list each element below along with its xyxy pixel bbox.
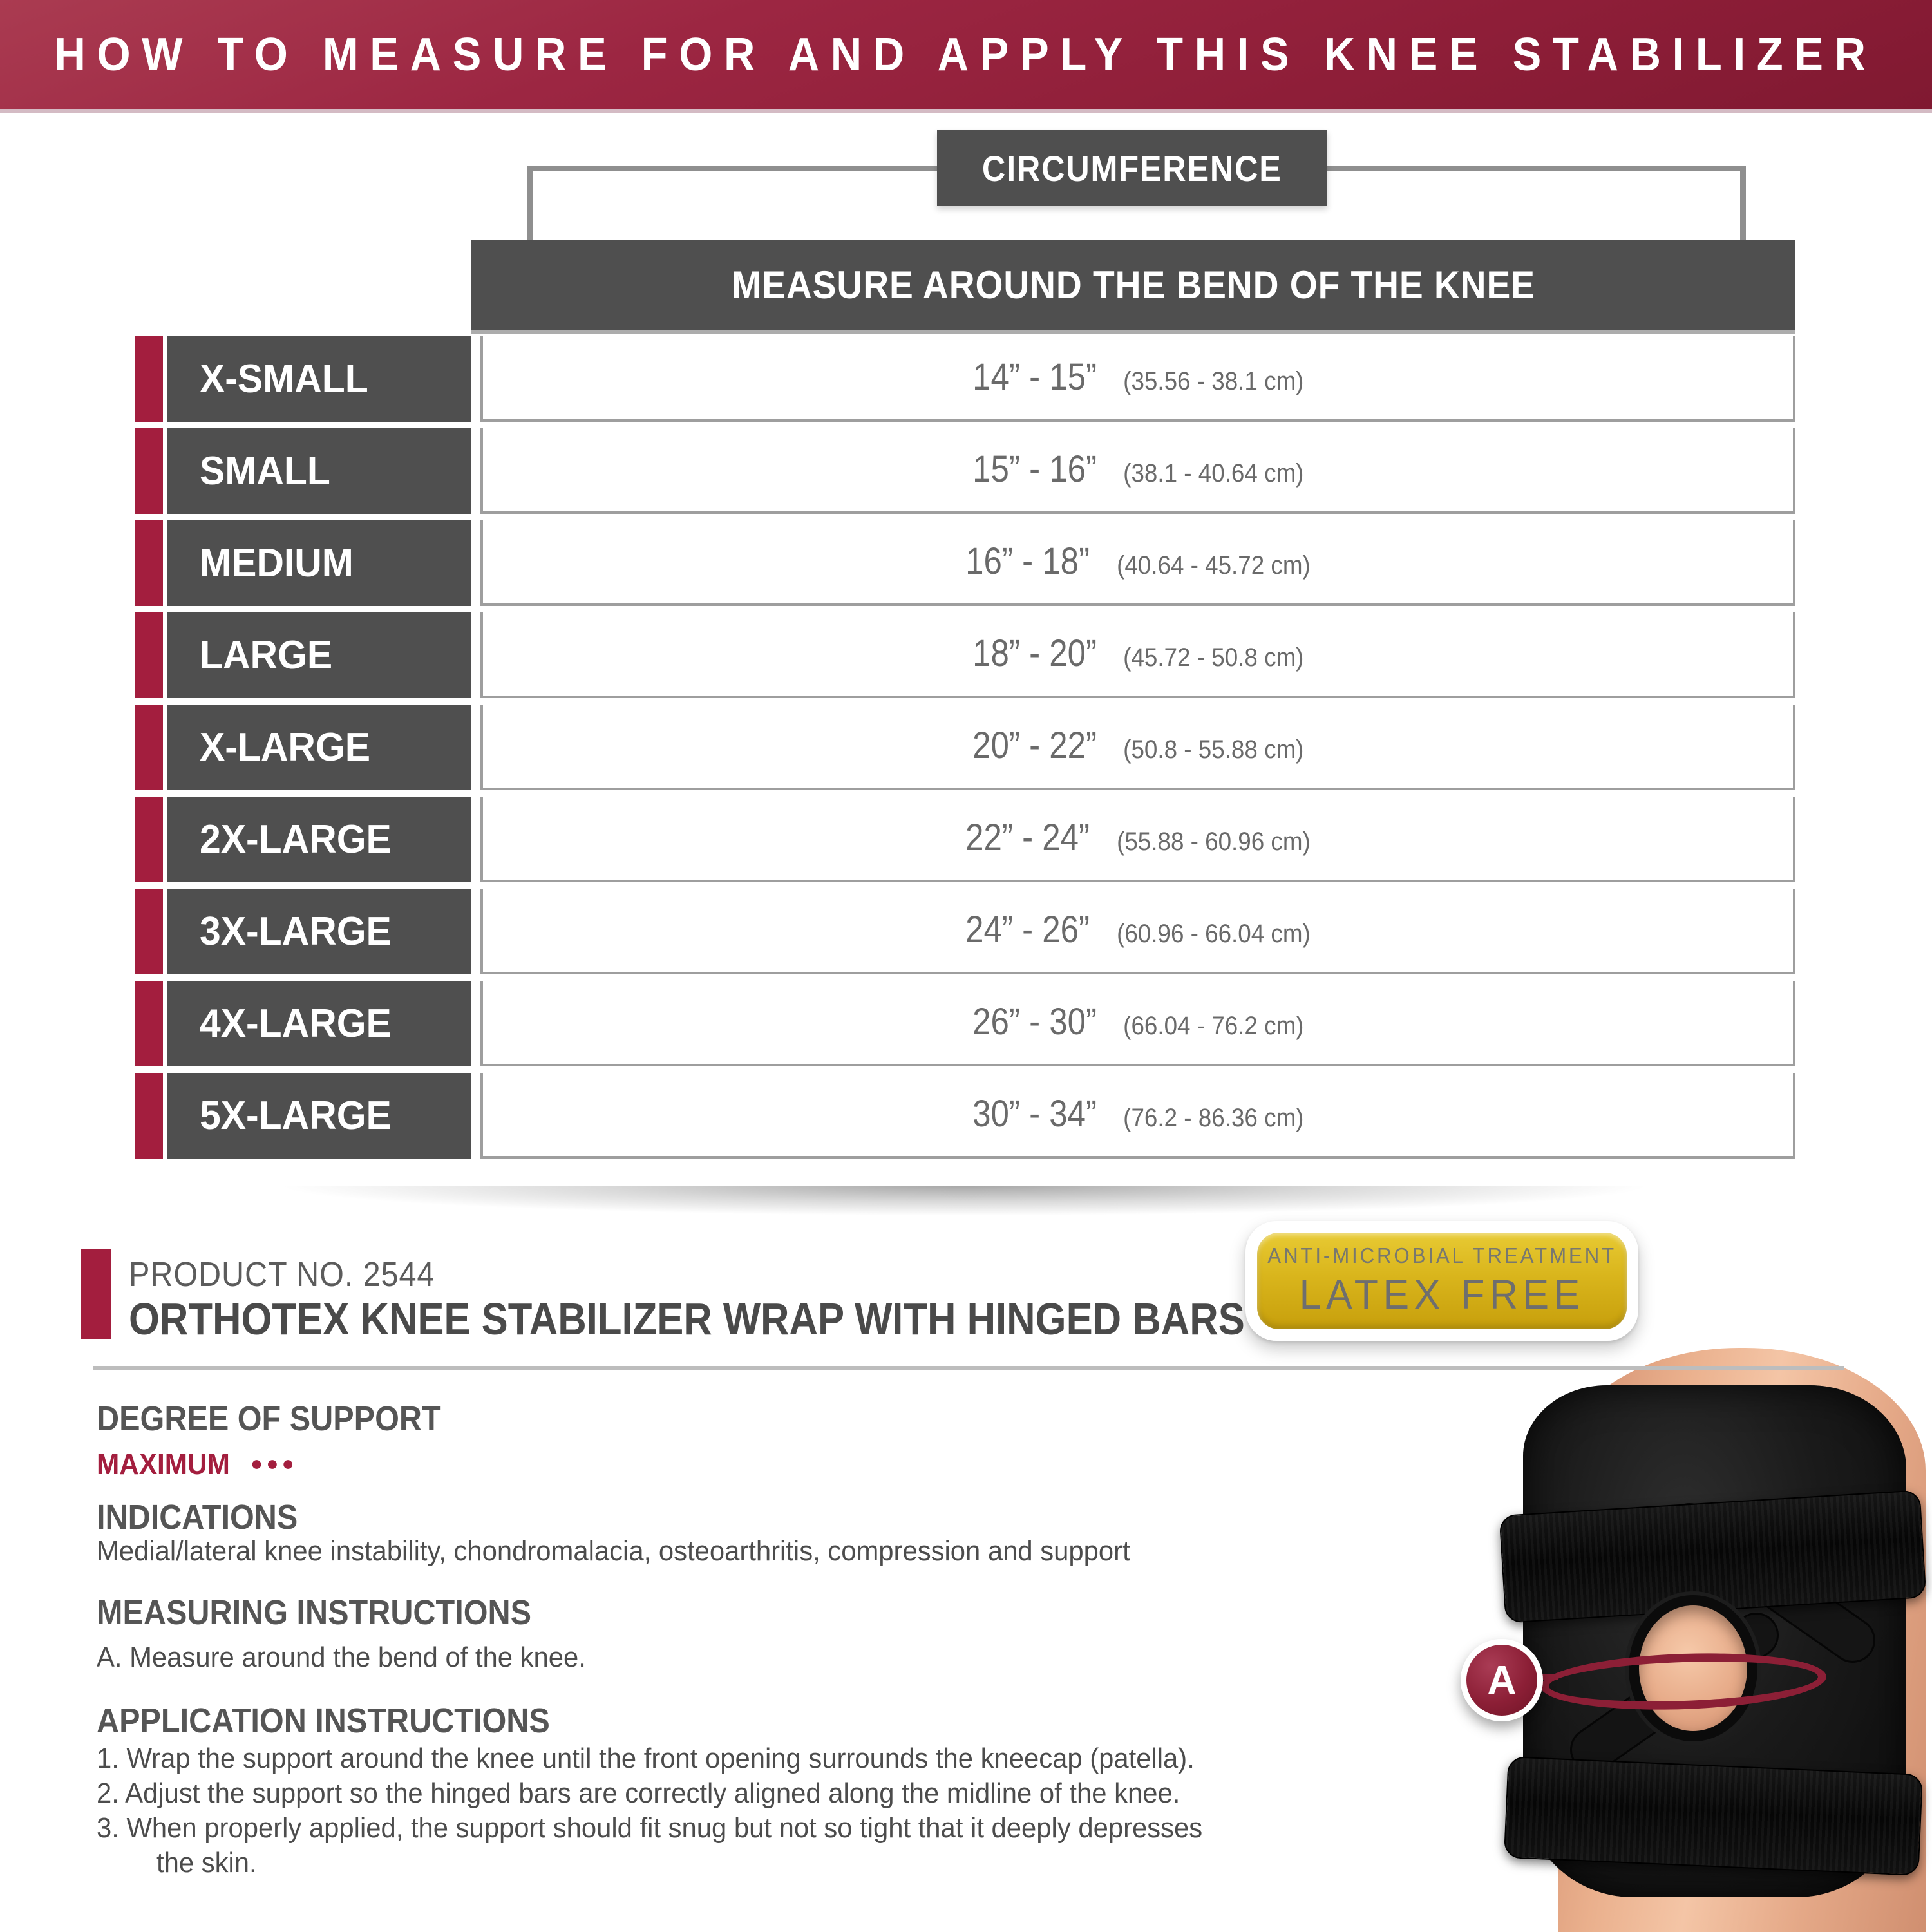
product-number: PRODUCT NO. 2544 (129, 1255, 435, 1294)
size-label-cell (167, 797, 471, 882)
size-label-cell (167, 889, 471, 974)
size-table (135, 336, 1795, 1165)
measurement-cell (480, 981, 1795, 1066)
table-row (135, 612, 1795, 698)
size-label: SMALL (200, 449, 330, 493)
measurement-cell (480, 336, 1795, 422)
measurement-cell (480, 705, 1795, 790)
table-row (135, 981, 1795, 1066)
size-label-cell (167, 520, 471, 606)
section-divider (93, 1366, 1844, 1370)
banner-title: HOW TO MEASURE FOR AND APPLY THIS KNEE STABILIZER (54, 28, 1878, 80)
application-instructions-heading: APPLICATION INSTRUCTIONS (97, 1701, 550, 1740)
row-accent-bar (135, 612, 163, 698)
cm-value: (35.56 - 38.1 cm) (1123, 367, 1304, 395)
cm-value: (60.96 - 66.04 cm) (1117, 920, 1311, 948)
row-accent-bar (135, 428, 163, 514)
inches-value: 26” - 30” (972, 1001, 1097, 1043)
support-level (97, 1446, 298, 1481)
table-row (135, 428, 1795, 514)
size-label-cell (167, 336, 471, 422)
measuring-instructions-heading: MEASURING INSTRUCTIONS (97, 1593, 532, 1632)
row-accent-bar (135, 797, 163, 882)
size-label-cell (167, 428, 471, 514)
circumference-label: CIRCUMFERENCE (982, 147, 1282, 189)
knee-brace-photo (1487, 1348, 1932, 1932)
size-label: X-SMALL (200, 357, 368, 401)
latex-free-badge (1245, 1221, 1638, 1341)
cm-value: (45.72 - 50.8 cm) (1123, 643, 1304, 672)
size-label: LARGE (200, 633, 333, 677)
application-step-2: 2. Adjust the support so the hinged bars are correctly aligned along the midline of the knee. (97, 1777, 1180, 1809)
table-row (135, 705, 1795, 790)
support-level-dots-icon: ●●● (250, 1452, 298, 1475)
measuring-step-a: A. Measure around the bend of the knee. (97, 1642, 586, 1673)
application-step-1: 1. Wrap the support around the knee until the front opening surrounds the kneecap (patella). (97, 1743, 1195, 1774)
size-label: 5X-LARGE (200, 1094, 392, 1138)
circumference-header (937, 130, 1327, 206)
size-label: MEDIUM (200, 541, 354, 585)
measurement-cell (480, 797, 1795, 882)
banner (0, 0, 1932, 113)
inches-value: 16” - 18” (965, 540, 1090, 582)
product-accent-bar (81, 1249, 111, 1339)
brace-bottom-strap (1504, 1756, 1923, 1876)
application-step-3-continued: the skin. (156, 1847, 257, 1879)
size-label-cell (167, 1073, 471, 1159)
latex-free-label: LATEX FREE (1299, 1271, 1585, 1318)
indications-text: Medial/lateral knee instability, chondromalacia, osteoarthritis, compression and support (97, 1535, 1130, 1567)
size-label-cell (167, 705, 471, 790)
application-step-3: 3. When properly applied, the support should fit snug but not so tight that it deeply depresses (97, 1812, 1203, 1844)
table-row (135, 797, 1795, 882)
indications-heading: INDICATIONS (97, 1498, 298, 1537)
measurement-cell (480, 520, 1795, 606)
bracket-right-line (1740, 166, 1746, 242)
measure-point-a-marker (1461, 1639, 1543, 1721)
table-row (135, 520, 1795, 606)
cm-value: (50.8 - 55.88 cm) (1123, 735, 1304, 764)
size-label: 4X-LARGE (200, 1001, 392, 1046)
latex-free-badge-inner (1257, 1233, 1627, 1329)
row-accent-bar (135, 705, 163, 790)
measurement-cell (480, 612, 1795, 698)
table-row (135, 336, 1795, 422)
row-accent-bar (135, 981, 163, 1066)
row-accent-bar (135, 520, 163, 606)
table-row (135, 1073, 1795, 1159)
cm-value: (76.2 - 86.36 cm) (1123, 1104, 1304, 1132)
bracket-left-line (527, 166, 533, 242)
anti-microbial-label: ANTI-MICROBIAL TREATMENT (1267, 1244, 1616, 1267)
inches-value: 18” - 20” (972, 632, 1097, 674)
table-drop-shadow (90, 1186, 1839, 1226)
measurement-cell (480, 1073, 1795, 1159)
measurement-cell (480, 889, 1795, 974)
cm-value: (66.04 - 76.2 cm) (1123, 1012, 1304, 1040)
size-label-cell (167, 612, 471, 698)
row-accent-bar (135, 336, 163, 422)
table-row (135, 889, 1795, 974)
measurement-cell (480, 428, 1795, 514)
inches-value: 30” - 34” (972, 1093, 1097, 1135)
cm-value: (55.88 - 60.96 cm) (1117, 828, 1311, 856)
degree-of-support-heading: DEGREE OF SUPPORT (97, 1399, 441, 1438)
measure-point-a-label: A (1487, 1658, 1517, 1703)
measure-header-label: MEASURE AROUND THE BEND OF THE KNEE (732, 263, 1535, 307)
size-label: 2X-LARGE (200, 817, 392, 862)
product-name: ORTHOTEX KNEE STABILIZER WRAP WITH HINGED BARS (129, 1294, 1245, 1344)
size-label: X-LARGE (200, 725, 371, 770)
inches-value: 14” - 15” (972, 356, 1097, 398)
cm-value: (40.64 - 45.72 cm) (1117, 551, 1311, 580)
inches-value: 15” - 16” (972, 448, 1097, 490)
row-accent-bar (135, 1073, 163, 1159)
inches-value: 22” - 24” (965, 817, 1090, 858)
size-label-cell (167, 981, 471, 1066)
support-level-value: MAXIMUM (97, 1447, 230, 1481)
size-label: 3X-LARGE (200, 909, 392, 954)
cm-value: (38.1 - 40.64 cm) (1123, 459, 1304, 488)
inches-value: 24” - 26” (965, 909, 1090, 951)
inches-value: 20” - 22” (972, 724, 1097, 766)
row-accent-bar (135, 889, 163, 974)
measure-header (471, 240, 1795, 334)
